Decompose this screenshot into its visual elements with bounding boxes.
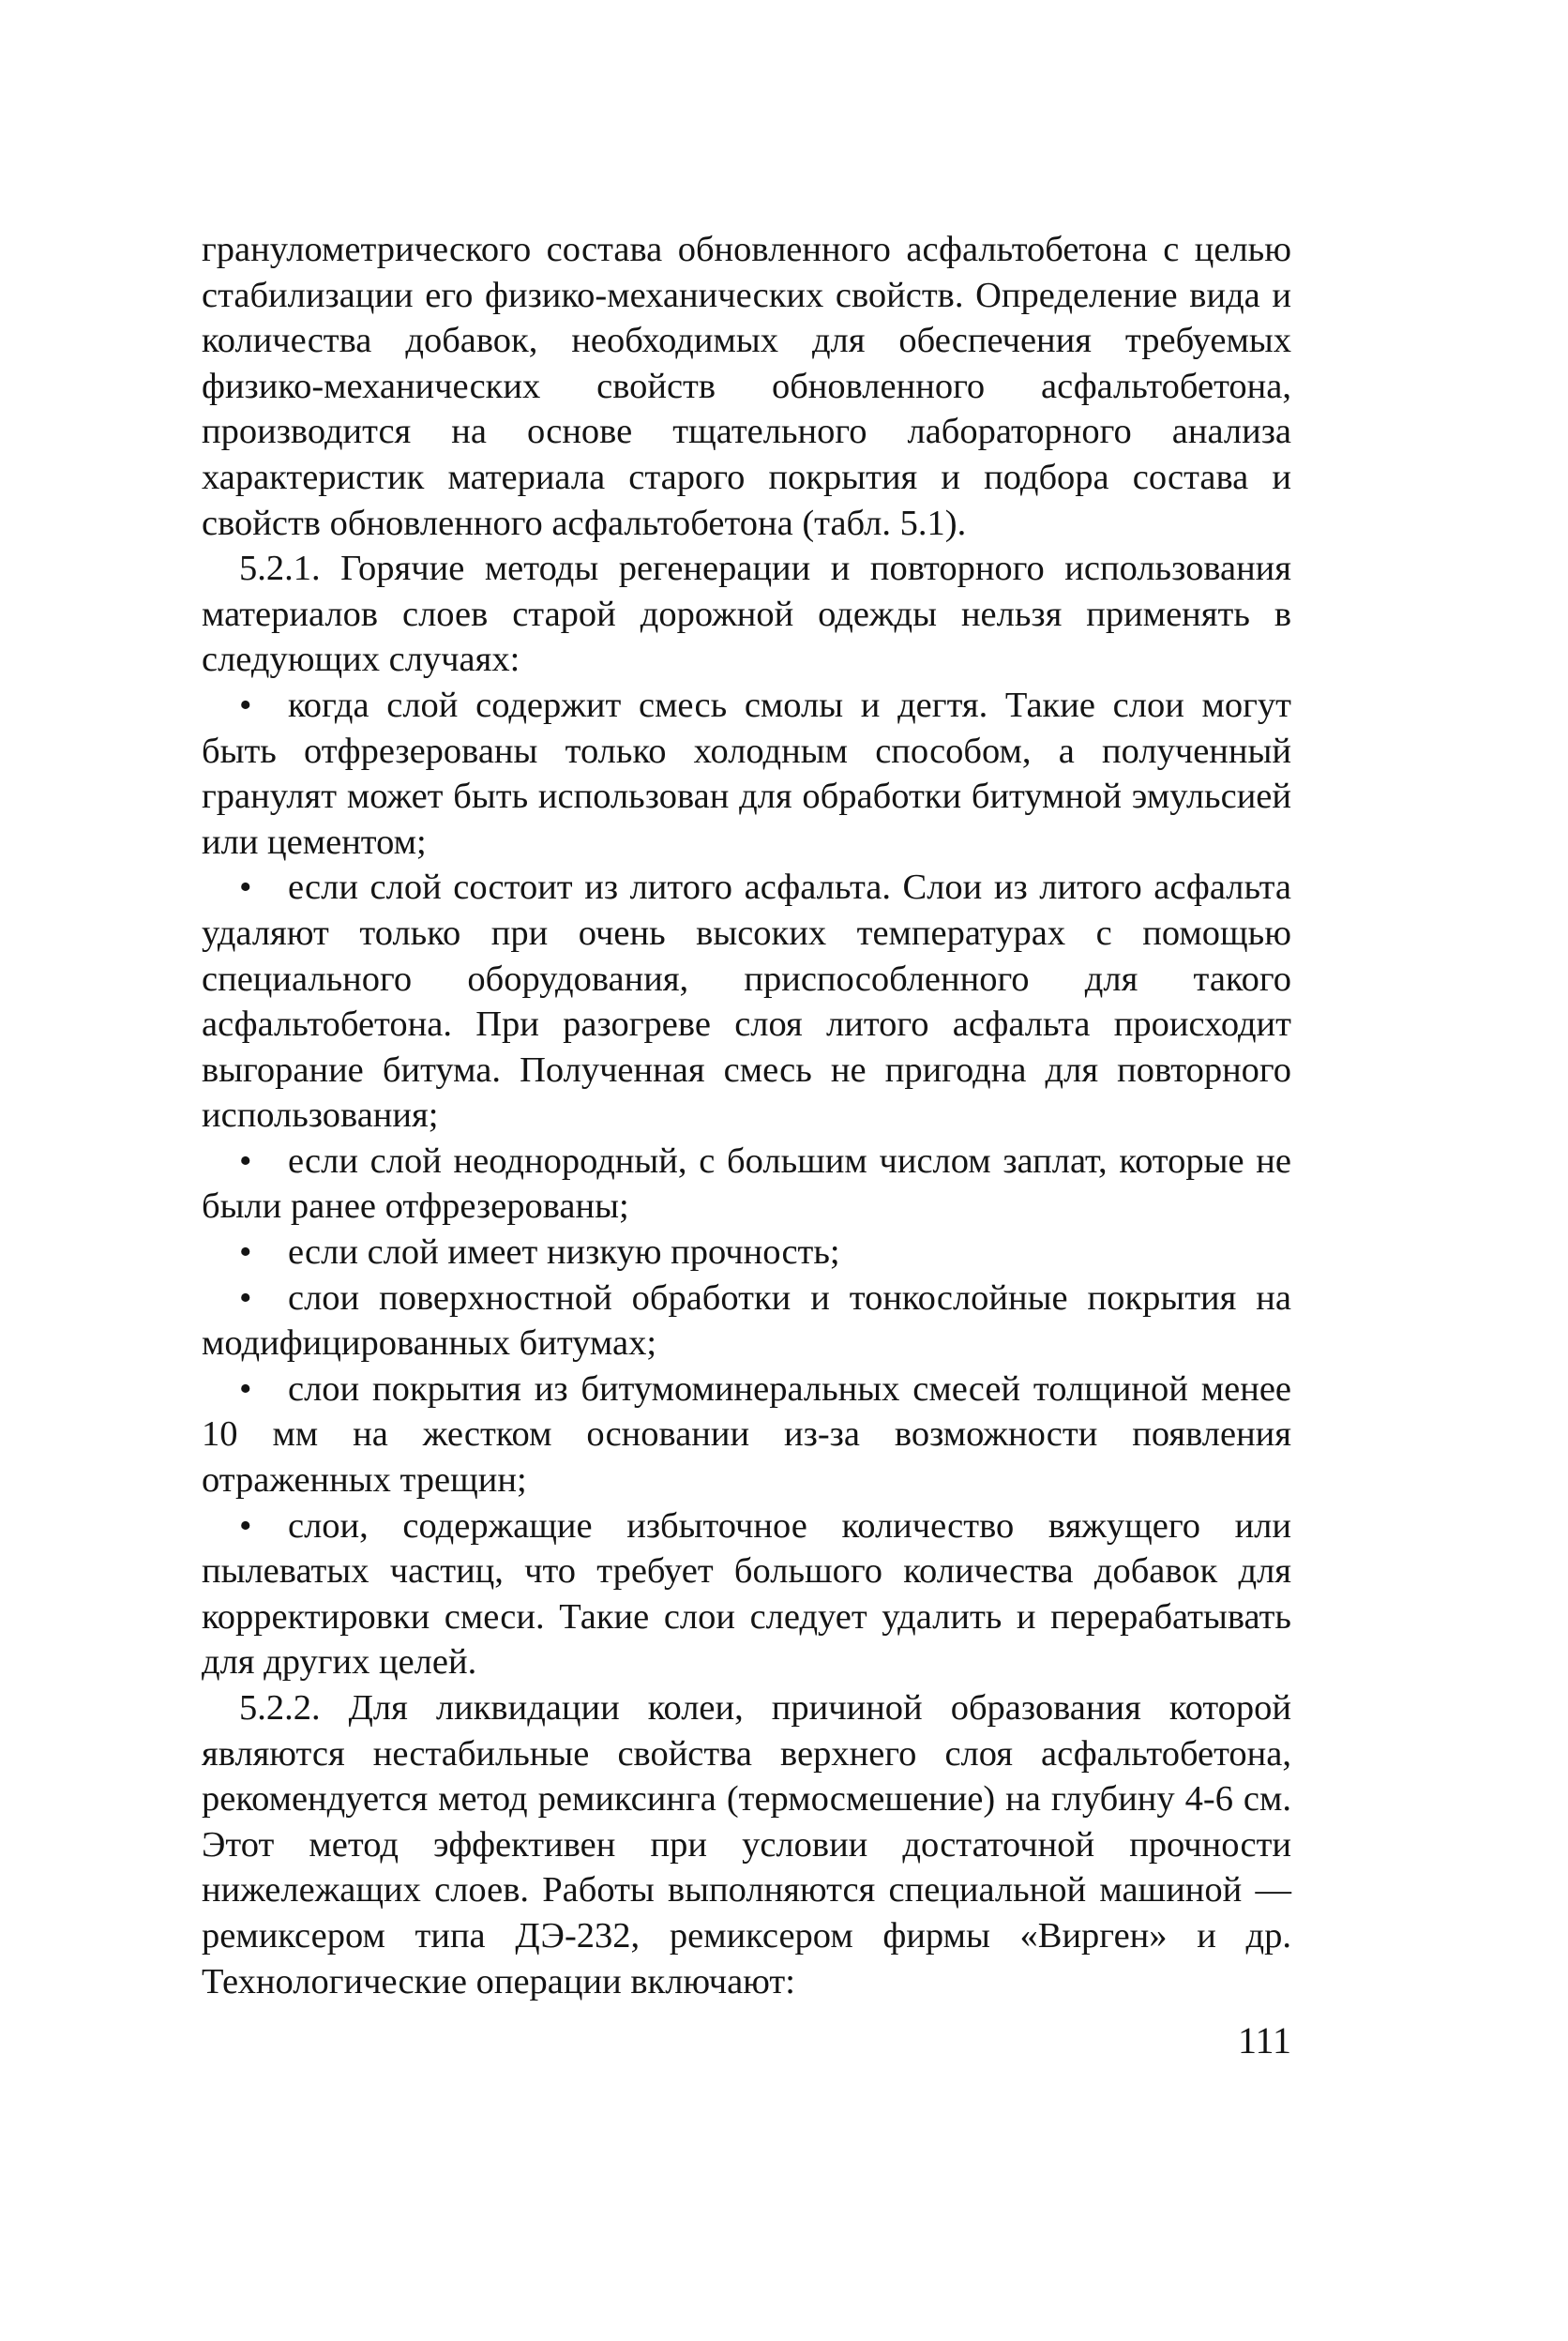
bullet-icon: • [239, 685, 252, 725]
bullet-text: если слой имеет низкую прочность; [288, 1232, 840, 1273]
bullet-text: когда слой содержит смесь смолы и дегтя. Такие слои могут быть отфрезерованы только холодным способом, а полученный гранулят может быть использован для обработки битумной эмульсией или цементом; [202, 685, 1291, 862]
bullet-text: слои покрытия из битумоминеральных смесей толщиной менее 10 мм на жестком основании из-за возможности появления отраженных трещин; [202, 1368, 1291, 1501]
bullet-item-7 [202, 1503, 1291, 1685]
page-number: 111 [1238, 2019, 1292, 2062]
intro-paragraph: гранулометрического состава обновленного асфальтобетона с целью стабилизации его физико-механических свойств. Определение вида и количества добавок, необходимых для обеспечения требуемых физико-механических свойств обновленного асфальтобетона, производится на основе тщательного лабораторного анализа характеристик материала старого покрытия и подбора состава и свойств обновленного асфальтобетона (табл. 5.1). [202, 230, 1291, 543]
bullet-text: слои, содержащие избыточное количество вяжущего или пылеватых частиц, что требует большого количества добавок для корректировки смеси. Такие слои следует удалить и перерабатывать для других целей. [202, 1505, 1291, 1683]
bullet-item-2 [202, 865, 1291, 1139]
bullet-icon: • [239, 1368, 252, 1409]
bullet-icon: • [239, 1232, 252, 1273]
bullet-icon: • [239, 1140, 252, 1181]
bullet-item-1 [202, 683, 1291, 865]
bullet-item-4 [202, 1230, 1291, 1276]
bullet-icon: • [239, 868, 252, 908]
bullet-icon: • [239, 1277, 252, 1318]
bullet-item-3 [202, 1139, 1291, 1230]
section-5-2-1-paragraph: 5.2.1. Горячие методы регенерации и повторного использования материалов слоев старой дорожной одежды нельзя применять в следующих случаях: [202, 549, 1291, 680]
bullet-text: если слой неоднородный, с большим числом заплат, которые не были ранее отфрезерованы; [202, 1140, 1291, 1227]
bullet-text: если слой состоит из литого асфальта. Слои из литого асфальта удаляют только при очень высоких температурах с помощью специального оборудования, приспособленного для такого асфальтобетона. При разогреве слоя литого асфальта происходит выгорание битума. Полученная смесь не пригодна для повторного использования; [202, 868, 1291, 1136]
section-5-2-2-paragraph: 5.2.2. Для ликвидации колеи, причиной образования которой являются нестабильные свойства верхнего слоя асфальтобетона, рекомендуется метод ремиксинга (термосмешение) на глубину 4-6 см. Этот метод эффективен при условии достаточной прочности нижележащих слоев. Работы выполняются специальной машиной — ремиксером типа ДЭ-232, ремиксером фирмы «Вирген» и др. Технологические операции включают: [202, 1688, 1291, 2001]
bullet-icon: • [239, 1505, 252, 1546]
bullet-item-5 [202, 1276, 1291, 1367]
page-body-text [202, 227, 1291, 2004]
bullet-text: слои поверхностной обработки и тонкослойные покрытия на модифицированных битумах; [202, 1277, 1291, 1364]
bullet-item-6 [202, 1367, 1291, 1503]
